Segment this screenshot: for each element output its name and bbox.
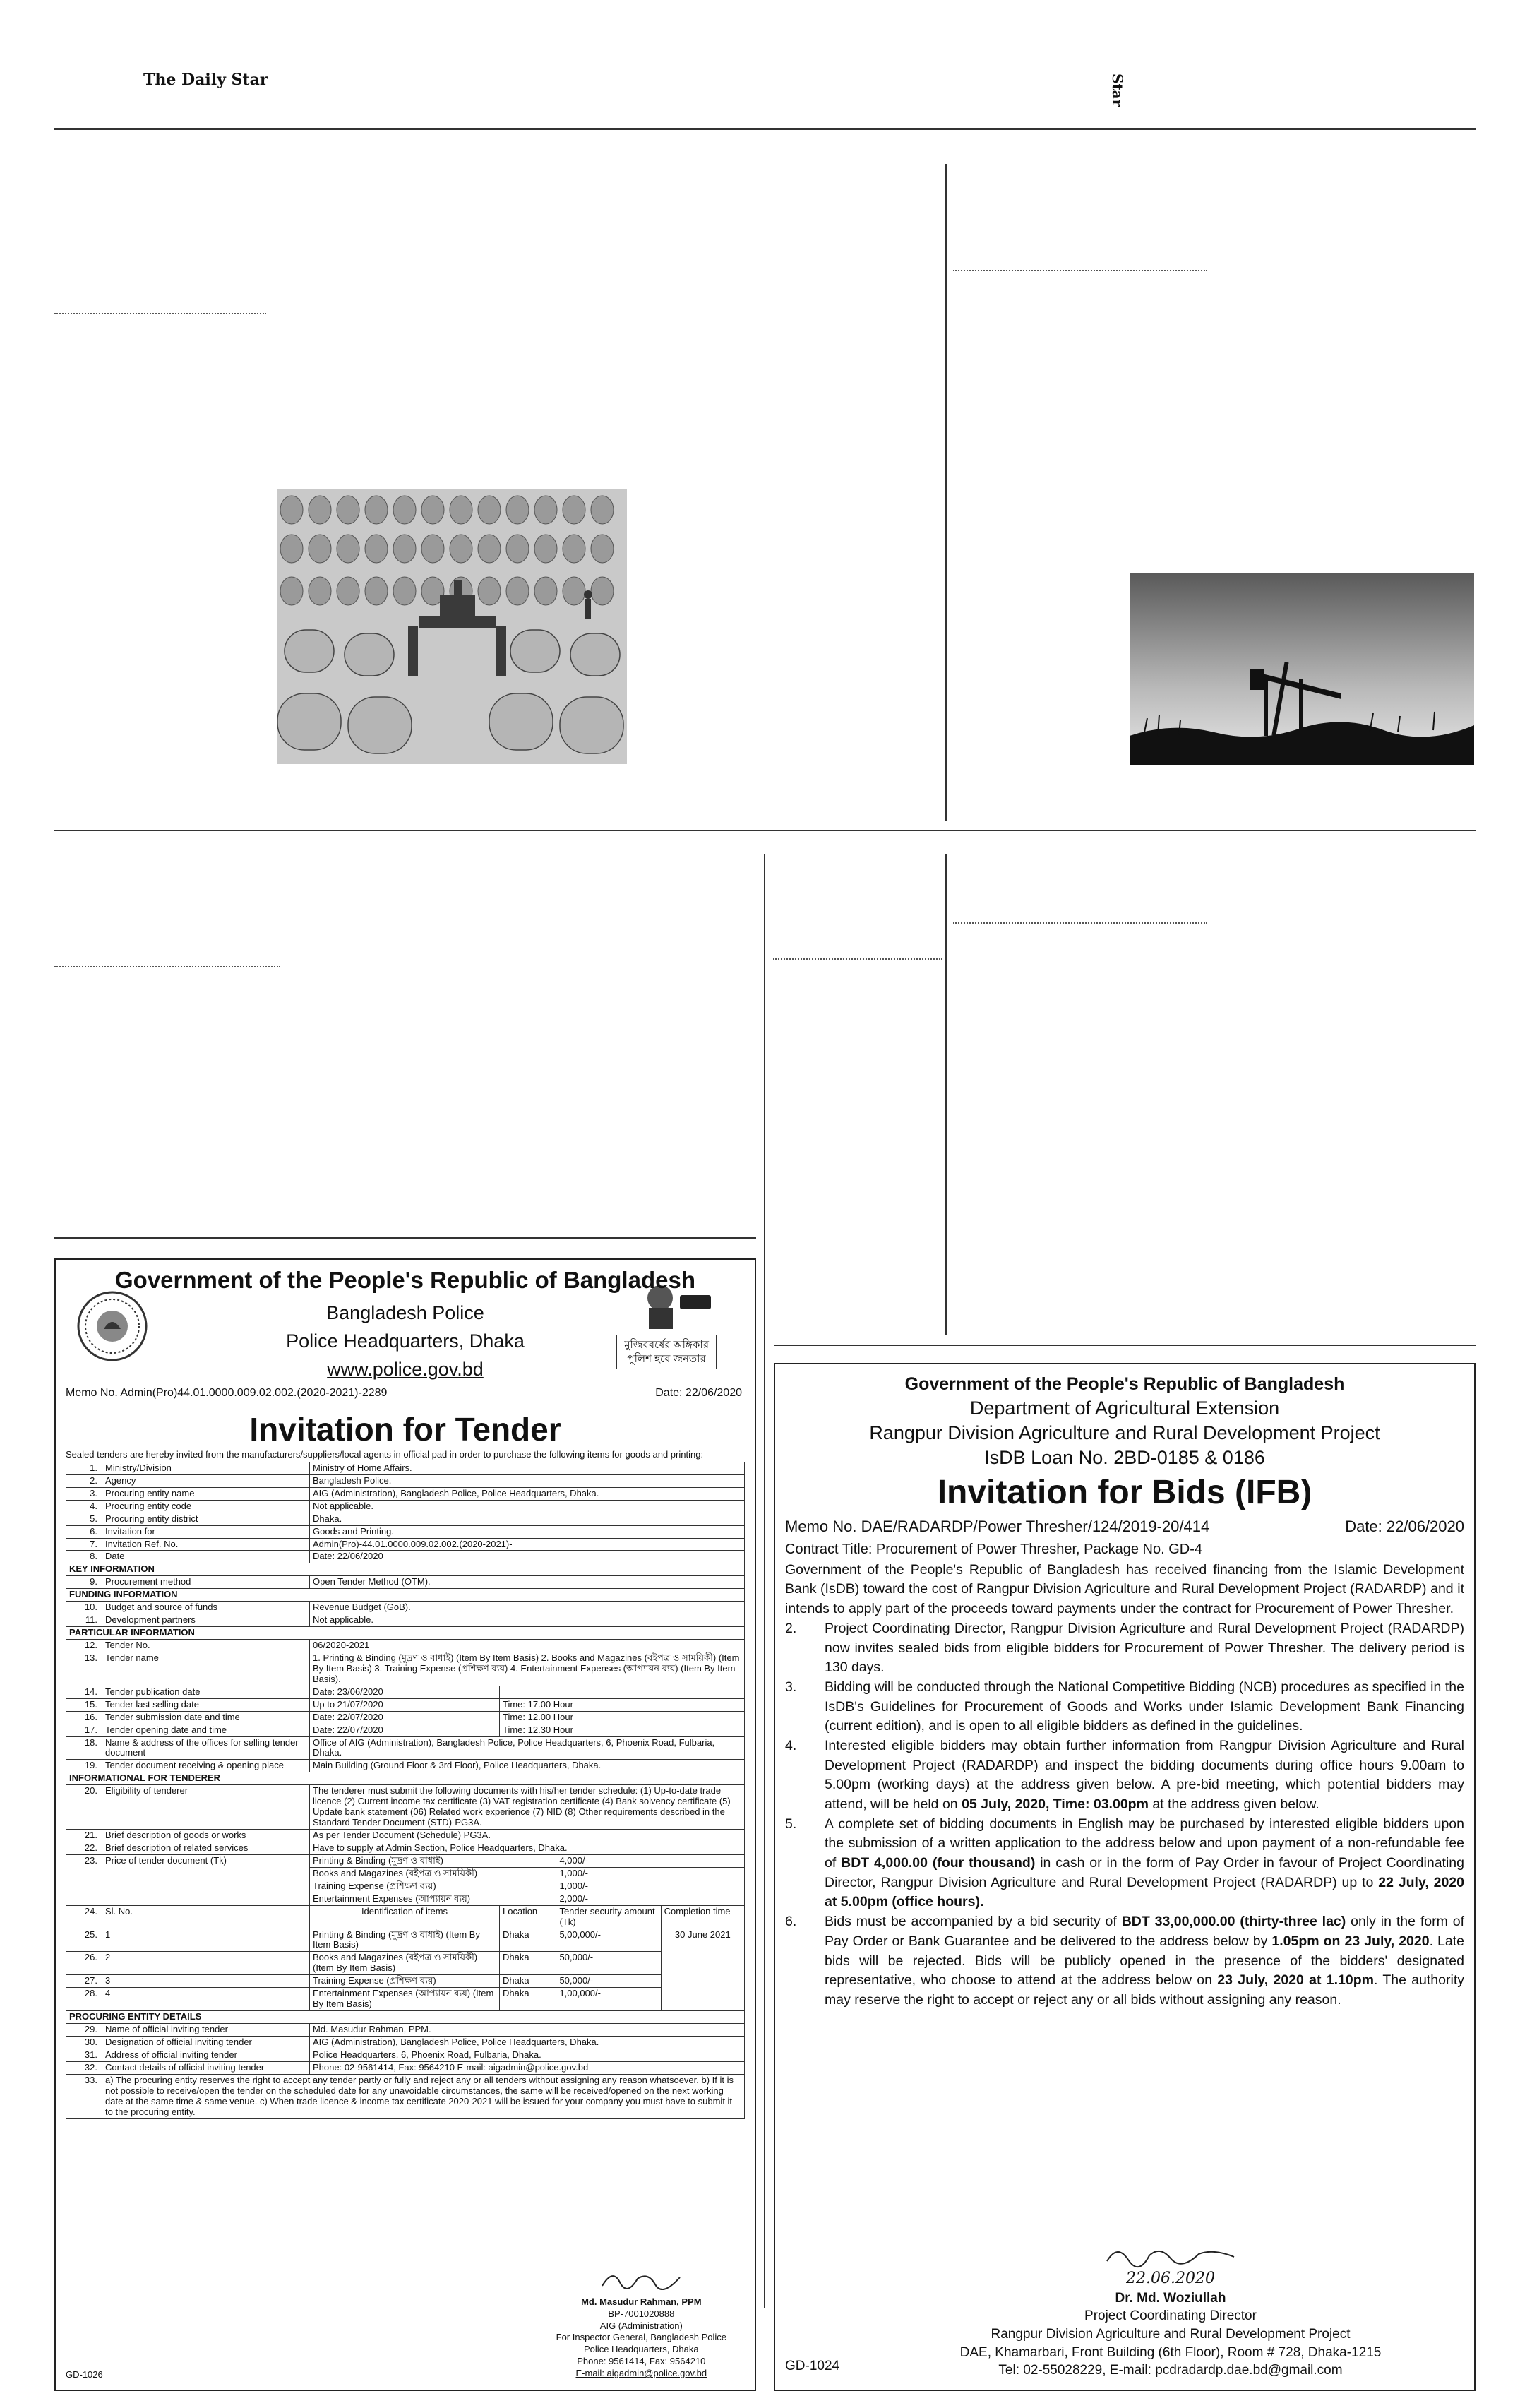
table-cell: 1,000/-: [556, 1880, 745, 1893]
table-cell: Printing & Binding (মুদ্রণ ও বাধাই) (Item By Item Basis): [310, 1929, 500, 1952]
lot-row: [66, 1929, 745, 1952]
table-cell: Entertainment Expenses (আপ্যায়ন ব্যয়) (Item By Item Basis): [310, 1988, 500, 2011]
ifb-para-3: [785, 1678, 1464, 1736]
table-cell: Police Headquarters, 6, Phoenix Road, Fulbaria, Dhaka.: [310, 2049, 745, 2061]
sig-line: Phone: 9561414, Fax: 9564210: [577, 2356, 706, 2367]
sig-line: Rangpur Division Agriculture and Rural Development Project: [991, 2327, 1351, 2342]
table-row: [66, 1576, 745, 1589]
table-cell: Name & address of the offices for selling tender document: [102, 1736, 310, 1760]
table-cell: Printing & Binding (মুদ্রণ ও বাধাই): [310, 1854, 556, 1867]
table-cell: Tender last selling date: [102, 1698, 310, 1711]
section-rule: [774, 1345, 1476, 1346]
ifb-advertisement: [774, 1363, 1476, 2391]
table-cell: 25.: [66, 1929, 102, 1952]
table-row: [66, 2049, 745, 2061]
table-row: [66, 1538, 745, 1551]
table-cell: 3: [102, 1975, 310, 1988]
table-cell: AIG (Administration), Bangladesh Police, Police Headquarters, Dhaka.: [310, 2036, 745, 2049]
steel-coils-photo: [277, 489, 627, 764]
table-cell: Md. Masudur Rahman, PPM.: [310, 2024, 745, 2037]
table-cell: a) The procuring entity reserves the right to accept any tender partly or fully and reject any or all tenders without assigning any reason whatsoever. b) If it is not possible to receive/open the tender on the scheduled date for any unavoidable circumstances, the same will be received/opened on the next working date at the same time & same venue. c) When trade licence & income tax certificate 2020-2021 will be issued for your company you must have to submit it to the procuring entity.: [102, 2074, 745, 2118]
ifb-para-1: Government of the People's Republic of Bangladesh has received financing from the Islamic Development Bank (IsDB) toward the cost of Rangpur Division Agriculture and Rural Development Project (RADARDP) and it intends to apply part of the proceeds toward payments under the contract for Procurement of Power Thresher.: [785, 1561, 1464, 1617]
sig-line: AIG (Administration): [599, 2320, 683, 2331]
table-row: [66, 1640, 745, 1652]
table-cell: Eligibility of tenderer: [102, 1785, 310, 1830]
tender-website: www.police.gov.bd: [327, 1359, 484, 1380]
table-cell: Invitation for: [102, 1525, 310, 1538]
table-cell: Address of official inviting tender: [102, 2049, 310, 2061]
table-cell: Brief description of related services: [102, 1842, 310, 1854]
table-cell: 50,000/-: [556, 1952, 661, 1975]
table-cell: 7.: [66, 1538, 102, 1551]
tender-intro: Sealed tenders are hereby invited from the manufacturers/suppliers/local agents in official pad in order to purchase the following items for goods and printing:: [66, 1449, 704, 1460]
ifb-date: Date: 22/06/2020: [1345, 1517, 1464, 1535]
table-cell: 30.: [66, 2036, 102, 2049]
column-divider: [764, 854, 765, 2308]
table-cell: Have to supply at Admin Section, Police Headquarters, Dhaka.: [310, 1842, 745, 1854]
divider: [953, 270, 1207, 271]
table-row: [66, 1698, 745, 1711]
column-divider: [945, 164, 947, 821]
table-cell: Date: 22/07/2020: [310, 1711, 500, 1724]
table-row: [66, 1487, 745, 1500]
tender-table: [66, 1462, 745, 2119]
lot-row: [66, 1975, 745, 1988]
sig-line: Police Headquarters, Dhaka: [584, 2344, 699, 2355]
table-cell: Time: 12.00 Hour: [500, 1711, 745, 1724]
table-cell: Designation of official inviting tender: [102, 2036, 310, 2049]
section-header: [66, 1627, 745, 1640]
table-cell: Dhaka: [500, 1975, 556, 1988]
para-number: 2.: [785, 1620, 797, 1636]
ifb-contract: Contract Title: Procurement of Power Thresher, Package No. GD-4: [785, 1541, 1202, 1557]
table-cell: 27.: [66, 1975, 102, 1988]
tender-code: GD-1026: [66, 2369, 103, 2380]
table-row: [66, 1842, 745, 1854]
ifb-code: GD-1024: [785, 2359, 840, 2373]
table-cell: Time: 17.00 Hour: [500, 1698, 745, 1711]
table-cell: 9.: [66, 1576, 102, 1589]
table-cell: 28.: [66, 1988, 102, 2011]
section-header: [66, 2011, 745, 2024]
table-cell: 06/2020-2021: [310, 1640, 745, 1652]
table-cell: Brief description of goods or works: [102, 1830, 310, 1842]
table-cell: 16.: [66, 1711, 102, 1724]
divider: [953, 922, 1207, 924]
table-cell: Dhaka: [500, 1988, 556, 2011]
table-row: [66, 2061, 745, 2074]
oil-pumpjack-photo: [1130, 573, 1474, 765]
table-cell: 1,000/-: [556, 1867, 745, 1880]
tender-date: Date: 22/06/2020: [655, 1387, 742, 1399]
table-cell: 5,00,000/-: [556, 1929, 661, 1952]
table-cell: Books and Magazines (বইপত্র ও সাময়িকী): [310, 1867, 556, 1880]
slogan-box: [616, 1335, 717, 1369]
sig-line: Tel: 02-55028229, E-mail: pcdradardp.dae.bd@gmail.com: [998, 2363, 1343, 2378]
table-cell: Tender security amount (Tk): [556, 1905, 661, 1929]
table-cell: The tenderer must submit the following documents with his/her tender schedule: (1) Up-to-date trade licence (2) Current income tax certificate (3) VAT registration certificate (4) Bank solvency certificate (5) Update bank statement (06) Related work experience (7) NID (8) Other requirements described in the Standard Tender Document (STD)-PG3A.: [310, 1785, 745, 1830]
masthead-logo-left: The Daily Star: [143, 71, 268, 89]
sig-line: DAE, Khamarbari, Front Building (6th Floor), Room # 728, Dhaka-1215: [959, 2344, 1382, 2360]
table-cell: Location: [500, 1905, 556, 1929]
table-cell: Development partners: [102, 1614, 310, 1627]
lot-row: [66, 1988, 745, 2011]
table-cell: Ministry of Home Affairs.: [310, 1462, 745, 1474]
table-cell: Date: 23/06/2020: [310, 1686, 500, 1698]
table-cell: 26.: [66, 1952, 102, 1975]
table-cell: Tender No.: [102, 1640, 310, 1652]
table-row: [66, 1513, 745, 1525]
table-cell: Time: 12.30 Hour: [500, 1724, 745, 1736]
table-cell: Dhaka: [500, 1952, 556, 1975]
table-cell: Name of official inviting tender: [102, 2024, 310, 2037]
table-cell: Ministry/Division: [102, 1462, 310, 1474]
table-cell: 17.: [66, 1724, 102, 1736]
table-cell: 2: [102, 1952, 310, 1975]
para-text: Interested eligible bidders may obtain further information from Rangpur Division Agriculture and Rural Development Project (RADARDP) and inspect the bidding documents during office hours 9.00am to 5.00pm (working days) at the address given below. A pre-bid meeting, which potential bidders may attend, will be held on 05 July, 2020, Time: 03.00pm at the address given below.: [825, 1737, 1464, 1813]
slogan-line: মুজিববর্ষের অঙ্গিকার: [624, 1339, 709, 1351]
table-cell: Identification of items: [310, 1905, 500, 1929]
table-cell: 29.: [66, 2024, 102, 2037]
table-cell: Books and Magazines (বইপত্র ও সাময়িকী) (Item By Item Basis): [310, 1952, 500, 1975]
table-row: [66, 1711, 745, 1724]
table-cell: 13.: [66, 1652, 102, 1686]
ifb-memo: Memo No. DAE/RADARDP/Power Thresher/124/2019-20/414: [785, 1517, 1210, 1535]
slogan-line: পুলিশ হবে জনতার: [627, 1352, 706, 1365]
table-cell: Agency: [102, 1474, 310, 1487]
section-rule: [54, 1237, 756, 1239]
table-cell: 15.: [66, 1698, 102, 1711]
sig-line: Project Coordinating Director: [1084, 2308, 1257, 2324]
table-cell: Not applicable.: [310, 1614, 745, 1627]
divider: [773, 958, 942, 960]
table-row: [66, 1551, 745, 1563]
table-cell: Contact details of official inviting tender: [102, 2061, 310, 2074]
table-row: [66, 1500, 745, 1513]
masthead-rule: [54, 128, 1476, 130]
ifb-para-5: [785, 1815, 1464, 1912]
table-cell: 1,00,000/-: [556, 1988, 661, 2011]
table-cell: Budget and source of funds: [102, 1602, 310, 1614]
table-cell: 5.: [66, 1513, 102, 1525]
ifb-para-6: [785, 1912, 1464, 2010]
ifb-project: Rangpur Division Agriculture and Rural Development Project: [869, 1422, 1380, 1443]
section-title: PROCURING ENTITY DETAILS: [66, 2011, 745, 2024]
table-cell: 18.: [66, 1736, 102, 1760]
table-cell: 12.: [66, 1640, 102, 1652]
table-cell: AIG (Administration), Bangladesh Police, Police Headquarters, Dhaka.: [310, 1487, 745, 1500]
table-cell: 32.: [66, 2061, 102, 2074]
lot-header: [66, 1905, 745, 1929]
table-cell: Training Expense (প্রশিক্ষণ ব্যয়): [310, 1880, 556, 1893]
table-cell: Bangladesh Police.: [310, 1474, 745, 1487]
table-cell: Procuring entity district: [102, 1513, 310, 1525]
sig-name: Md. Masudur Rahman, PPM: [581, 2296, 702, 2307]
masthead-logo-right: Star: [1109, 73, 1126, 107]
tender-signature: [556, 2265, 726, 2380]
section-header: [66, 1589, 745, 1602]
ifb-signature: [902, 2240, 1439, 2380]
section-title: FUNDING INFORMATION: [66, 1589, 745, 1602]
table-cell: Admin(Pro)-44.01.0000.009.02.002.(2020-2021)-: [310, 1538, 745, 1551]
table-row: [66, 1854, 745, 1867]
table-cell: Tender name: [102, 1652, 310, 1686]
para-number: 5.: [785, 1816, 797, 1832]
section-header: [66, 1772, 745, 1785]
tender-memo: Memo No. Admin(Pro)44.01.0000.009.02.002.(2020-2021)-2289: [66, 1387, 388, 1399]
table-cell: Tender publication date: [102, 1686, 310, 1698]
table-cell: 4,000/-: [556, 1854, 745, 1867]
ifb-title: Invitation for Bids (IFB): [937, 1474, 1312, 1511]
table-row: [66, 1760, 745, 1772]
tender-org: Bangladesh Police: [326, 1302, 484, 1323]
table-row: [66, 1785, 745, 1830]
table-cell: 3.: [66, 1487, 102, 1500]
tender-hq: Police Headquarters, Dhaka: [286, 1330, 525, 1352]
table-cell: 20.: [66, 1785, 102, 1830]
table-cell: Tender submission date and time: [102, 1711, 310, 1724]
table-cell: 19.: [66, 1760, 102, 1772]
table-cell: Date: 22/06/2020: [310, 1551, 745, 1563]
table-row: [66, 1462, 745, 1474]
ifb-gov-title: Government of the People's Republic of Bangladesh: [904, 1374, 1345, 1394]
table-row: [66, 1525, 745, 1538]
table-cell: Tender document receiving & opening place: [102, 1760, 310, 1772]
divider: [54, 966, 280, 967]
table-cell: Training Expense (প্রশিক্ষণ ব্যয়): [310, 1975, 500, 1988]
table-cell: 1.: [66, 1462, 102, 1474]
table-cell: Procuring entity name: [102, 1487, 310, 1500]
table-cell: Revenue Budget (GoB).: [310, 1602, 745, 1614]
table-row: [66, 2036, 745, 2049]
table-cell: 1. Printing & Binding (মুদ্রণ ও বাধাই) (Item By Item Basis) 2. Books and Magazines (বইপত্র ও সাময়িকী) (Item By Item Basis) 3. Training Expense (প্রশিক্ষণ ব্যয়) 4. Entertainment Expenses (আপ্যায়ন ব্যয়) (Item By Item Basis).: [310, 1652, 745, 1686]
table-cell: Goods and Printing.: [310, 1525, 745, 1538]
ifb-loan: IsDB Loan No. 2BD-0185 & 0186: [984, 1447, 1265, 1468]
table-row: [66, 1652, 745, 1686]
table-cell: Completion time: [661, 1905, 744, 1929]
table-cell: Invitation Ref. No.: [102, 1538, 310, 1551]
table-cell: Open Tender Method (OTM).: [310, 1576, 745, 1589]
table-cell: 30 June 2021: [661, 1929, 744, 2011]
sig-date: 22.06.2020: [1126, 2270, 1215, 2288]
ifb-dept: Department of Agricultural Extension: [969, 1397, 1280, 1419]
table-cell: 2.: [66, 1474, 102, 1487]
lot-row: [66, 1952, 745, 1975]
table-cell: 22.: [66, 1842, 102, 1854]
sig-line: BP-7001020888: [608, 2308, 675, 2319]
section-title: INFORMATIONAL FOR TENDERER: [66, 1772, 745, 1785]
divider: [54, 313, 266, 314]
table-cell: Entertainment Expenses (আপ্যায়ন ব্যয়): [310, 1893, 556, 1905]
para-text: A complete set of bidding documents in English may be purchased by interested eligible bidders upon the submission of a written application to the address below and upon payment of a non-refundable fee of BDT 4,000.00 (four thousand) in cash or in the form of Pay Order in favour of Project Coordinating Director, Rangpur Division Agriculture and Rural Development Project (RADARDP) up to 22 July, 2020 at 5.00pm (office hours).: [825, 1816, 1464, 1910]
table-cell: Phone: 02-9561414, Fax: 9564210 E-mail: aigadmin@police.gov.bd: [310, 2061, 745, 2074]
table-cell: 50,000/-: [556, 1975, 661, 1988]
table-cell: 21.: [66, 1830, 102, 1842]
table-cell: 10.: [66, 1602, 102, 1614]
table-cell: Procuring entity code: [102, 1500, 310, 1513]
table-row: [66, 1686, 745, 1698]
table-cell: 24.: [66, 1905, 102, 1929]
para-number: 3.: [785, 1679, 797, 1695]
table-cell: Tender opening date and time: [102, 1724, 310, 1736]
table-cell: 6.: [66, 1525, 102, 1538]
table-cell: As per Tender Document (Schedule) PG3A.: [310, 1830, 745, 1842]
tender-title: Invitation for Tender: [249, 1411, 561, 1448]
table-row: [66, 1602, 745, 1614]
signature-mark-icon: [599, 2265, 683, 2293]
table-row: [66, 1614, 745, 1627]
table-cell: Main Building (Ground Floor & 3rd Floor), Police Headquarters, Dhaka.: [310, 1760, 745, 1772]
sig-email: E-mail: aigadmin@police.gov.bd: [575, 2368, 707, 2379]
table-cell: Date: [102, 1551, 310, 1563]
section-rule: [54, 830, 1476, 831]
table-cell: 33.: [66, 2074, 102, 2118]
table-cell: 31.: [66, 2049, 102, 2061]
table-cell: 23.: [66, 1854, 102, 1905]
para-number: 6.: [785, 1914, 797, 1930]
table-cell: 11.: [66, 1614, 102, 1627]
table-row: [66, 2024, 745, 2037]
table-cell: 4: [102, 1988, 310, 2011]
table-cell: 4.: [66, 1500, 102, 1513]
table-cell: Dhaka.: [310, 1513, 745, 1525]
signature-mark-icon: [1100, 2240, 1241, 2270]
table-cell: 2,000/-: [556, 1893, 745, 1905]
table-cell: Sl. No.: [102, 1905, 310, 1929]
para-text: Project Coordinating Director, Rangpur Division Agriculture and Rural Development Project (RADARDP) now invites sealed bids from eligible bidders for Procurement of Power Thresher. The delivery period is 130 days.: [825, 1620, 1464, 1676]
table-cell: Procurement method: [102, 1576, 310, 1589]
table-cell: Date: 22/07/2020: [310, 1724, 500, 1736]
table-cell: 8.: [66, 1551, 102, 1563]
section-header: [66, 1563, 745, 1576]
para-number: 4.: [785, 1737, 797, 1753]
table-cell: Dhaka: [500, 1929, 556, 1952]
table-cell: Price of tender document (Tk): [102, 1854, 310, 1905]
ifb-para-2: [785, 1619, 1464, 1678]
ifb-para-4: [785, 1736, 1464, 1815]
table-cell: Up to 21/07/2020: [310, 1698, 500, 1711]
table-cell: 14.: [66, 1686, 102, 1698]
sig-line: For Inspector General, Bangladesh Police: [556, 2332, 726, 2343]
table-cell: Office of AIG (Administration), Bangladesh Police, Police Headquarters, 6, Phoenix Road, Fulbaria, Dhaka.: [310, 1736, 745, 1760]
table-cell: [500, 1686, 745, 1698]
table-row: [66, 1830, 745, 1842]
table-row: [66, 2074, 745, 2118]
tender-gov-title: Government of the People's Republic of Bangladesh: [115, 1267, 695, 1293]
table-cell: Not applicable.: [310, 1500, 745, 1513]
column-divider: [945, 854, 947, 1335]
tender-advertisement: [54, 1258, 756, 2391]
section-title: PARTICULAR INFORMATION: [66, 1627, 745, 1640]
sig-name: Dr. Md. Woziullah: [1115, 2290, 1226, 2306]
para-text: Bidding will be conducted through the National Competitive Bidding (NCB) procedures as specified in the IsDB's Guidelines for Procurement of Goods and Works under Islamic Development Bank Financing (current edition), and is open to all eligible bidders as defined in the guidelines.: [825, 1679, 1464, 1734]
table-cell: 1: [102, 1929, 310, 1952]
table-row: [66, 1474, 745, 1487]
table-row: [66, 1736, 745, 1760]
table-row: [66, 1724, 745, 1736]
para-text: Bids must be accompanied by a bid security of BDT 33,00,000.00 (thirty-three lac) only in the form of Pay Order or Bank Guarantee and be delivered to the address below by 1.05pm on 23 July, 2020. Late bids will be rejected. Bids will be publicly opened in the presence of the bidders' designated representative, who choose to attend at the address below on 23 July, 2020 at 1.10pm. The authority may reserve the right to accept or reject any or all bids without assigning any reason.: [825, 1914, 1464, 2008]
section-title: KEY INFORMATION: [66, 1563, 745, 1576]
